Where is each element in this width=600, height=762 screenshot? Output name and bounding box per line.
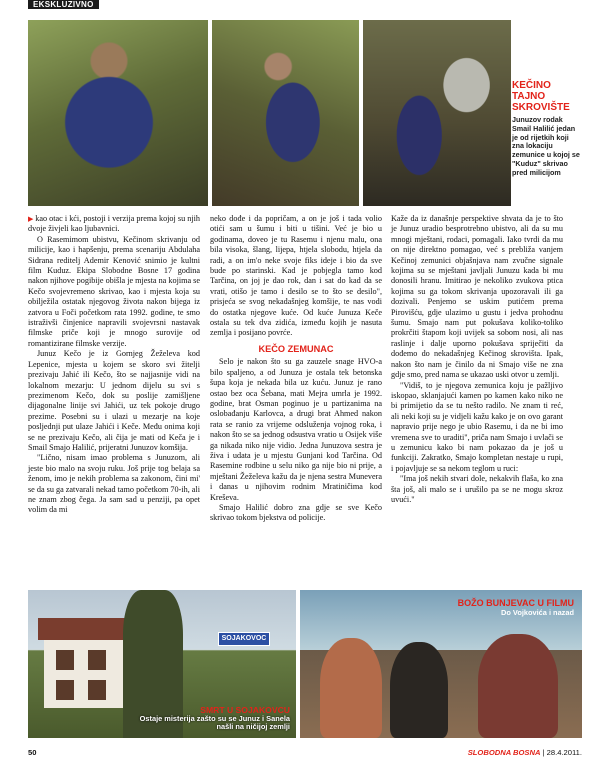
photo-caption-title: SMRT U SOJAKOVCU bbox=[200, 704, 290, 715]
page-number: 50 bbox=[28, 748, 37, 757]
paragraph: "Ima još nekih stvari dole, nekakvih flaša, ko zna šta još, ali malo se i urušilo pa se ne mogu skroz uvući." bbox=[391, 474, 563, 504]
paragraph: Smajo Halilić dobro zna gdje se sve Kečo skrivao tokom bjekstva od policije. bbox=[210, 502, 382, 523]
photo-caption-title: BOŽO BUNJEVAC U FILMU bbox=[457, 598, 574, 608]
photo-caption bbox=[458, 598, 574, 617]
photo-caption-text: Junuzov rodak Smail Halilić jedan je od rijetkih koji zna lokaciju zemunice u kojoj se "Kuduz" skrivao pred milicijom bbox=[512, 115, 580, 177]
photo-caption-text: Ostaje misterija zašto su se Junuz i Sanela našli na ničijoj zemlji bbox=[139, 713, 290, 732]
photo-film-still bbox=[300, 590, 582, 738]
person-image bbox=[390, 642, 448, 738]
paragraph: Kaže da iz današnje perspektive shvata da je to što je Junuz uradio besprotrebno ubistvo, ali da su mu mnogi mještani, rodaci, pomagali. Iako tvrdi da mu on nije direktno pomagao, već s prebliža vanjem Kečinoj zemunici objašnjava nam zvučne signale kojima su se mještani javljali Junuzu kada bi mu donosili hranu. Imitirao je nekoliko zvukova ptica kojima su ga tokom skrivanja upozoravali ili ga dozivali. Penjemo se uskim putićem prema Pirovišću, gdje ulazimo u gustu i jedva prohodnu šumu. Smajo nam put pokušava koliko-toliko prokrčiti štapom koji uvijek sa sobom nosi, ali nas raslinje i dalje uporno pokušava spriječiti da dođemo do nekadašnjeg Kečinog skrovišta. Ipak, nakon što nam je činilo da ni Smajo više ne zna gdje smo, pred nama se ukazao uski otvor u zemlji. bbox=[391, 214, 563, 380]
photo-caption-text: Do Vojkovića i nazad bbox=[501, 608, 574, 617]
magazine-info: SLOBODNA BOSNA | 28.4.2011. bbox=[467, 748, 582, 757]
photo-man-in-hole-with-jar bbox=[363, 20, 511, 206]
person-image bbox=[478, 634, 558, 738]
page-footer bbox=[28, 748, 582, 758]
paragraph: Junuz Kečo je iz Gornjeg Žeželeva kod Lepenice, mjesta u kojem se skoro svi žitelji prezivaju Jahić ili Kečo, što se najjasnije vidi na lokalnom mezarju: U jednom dijelu su svi s prezimenom Kečo, dok su poslije zamišljene dijagonalne linije svi Jahići, uz tek pokoje drugo prezime. Posebni su i ulazi u mezarje na koje posljednji put ulaze Jahići i Keče. Među onima koji se ne prezivaju Kečo, ali čija je mati od Keča je i Smail Smajo Halilić, prijeratni Junuzov komšija. bbox=[28, 349, 200, 452]
photo-man-climbing bbox=[212, 20, 359, 206]
road-sign: SOJAKOVOC bbox=[218, 632, 270, 646]
magazine-name: SLOBODNA BOSNA bbox=[467, 748, 541, 757]
section-tag: EKSKLUZIVNO bbox=[28, 0, 99, 9]
paragraph: kao otac i kći, postoji i verzija prema kojoj su njih dvoje živjeli kao ljubavnici. bbox=[28, 214, 200, 234]
paragraph: O Rasemimom ubistvu, Kečinom skrivanju od milicije, kao i hapšenju, prema scenariju Abdulaha Sidrana reditelj Ademir Kenović snimio je kultni film Kuduz. Ekipa Slobodne Bosne 17 godina nakon njihove pogibije obišla je mjesta na kojima se Kečo svojevremeno skrivao, kao i mjesta koja su obilježila ostatak njegovog života nakon bijega iz zatvora u Foči početkom rata 1992. godine, te smo istraživši činjenice napravili svojevrsni nastavak filmske priče koji je mnogo surovije od romantizirane filmske verzije. bbox=[28, 234, 200, 348]
photo-caption-title: KEČINO TAJNO SKROVIŠTE bbox=[512, 80, 570, 113]
issue-date: 28.4.2011. bbox=[546, 748, 582, 757]
photo-sojakovac-house bbox=[28, 590, 296, 738]
bullet-icon: ▶ bbox=[28, 215, 36, 223]
paragraph: "Lično, nisam imao problema s Junuzom, ali jeste bio malo na svoju ruku. Još prije tog belaja sa ženom, imo je nekih problema sa zakonom, čini mi' se da su ga zatvarali nekad tamo početkom 70-ih, ali ne znam zbog čega. Ja sam sad u penziji, pa opet volim da mi bbox=[28, 453, 200, 515]
photo-caption-box bbox=[512, 80, 582, 206]
paragraph: neko dođe i da popričam, a on je još i tada volio otići sam u šumu i biti u tišini. Već je bio u godinama, doveo je tu Rasemu i njenu malu, ona bila visoka, šlang, lijepa, htjela slobodu, htjela da radi, a on im'o neke svoje fiks ideje i bio da sve bude po starinski. Kad je pobjegla tamo kod Tarčina, on joj je dao rok, dan i sat do kad da se vrati, otišo je tamo i desilo se to što se desilo", prisjeća se svog nekadašnjeg komšije, te nas vodi do ostatka njegove kuće. Od kuće Junuza Keče ostala su tek dva zidića, između kojih je nasuta zemlja i posijano povrće. bbox=[210, 214, 382, 338]
paragraph: Selo je nakon što su ga zauzele snage HVO-a bilo spaljeno, a od Junuza je ostala tek betonska šupa koja je nekada bila uz kuću. Junuz je rano ostao bez oca Šebana, mati Mejra umrla je 1992. godine, brat Osman poginuo je u partizanima na oslobađanju Karlovca, a drugi brat Ahmed nakon rata se ranio za vrijeme odsluženja vojnog roka, i nakon što se sa jednog odsustva vratio u Osijek više ga nikada niko nije vidio. Jedna Junuzova sestra je živa i udata je u mjestu Gunjani kod Tarčina. Od Rasemine rodbine u selu niko ga nije bio ni prije, a mještani Žeželeva kažu da je njena sestra Munevera i danas u njihovim rodnim Mratiničima kod Kreševa. bbox=[210, 357, 382, 502]
photo-man-in-forest bbox=[28, 20, 208, 206]
article-column-3 bbox=[391, 214, 563, 505]
photo-caption bbox=[130, 705, 290, 732]
article-column-1 bbox=[28, 214, 200, 516]
subheading: KEČO ZEMUNAC bbox=[258, 343, 334, 354]
person-image bbox=[320, 638, 382, 738]
article-column-2 bbox=[210, 214, 382, 524]
paragraph: "Vidiš, to je njegova zemunica koju je pažljivo iskopao, sklanjajući kamen po kamen kako niko ne bi primijetio da se tu nešto radilo. Ne znam ti reć, ali neki koji su je vidjeli kažu kako je on ovo garant napravio prije nego je ubio Rasemu, i da ne bi imo vremena sve to uraditi", priča nam Smajo i uvlači se u zemunicu kako bi nam pokazao da je još u funkciji. Zakratko, Smajo kompletan nestaje u rupi, i pojavljuje se sa nekom teglom u ruci: bbox=[391, 380, 563, 473]
